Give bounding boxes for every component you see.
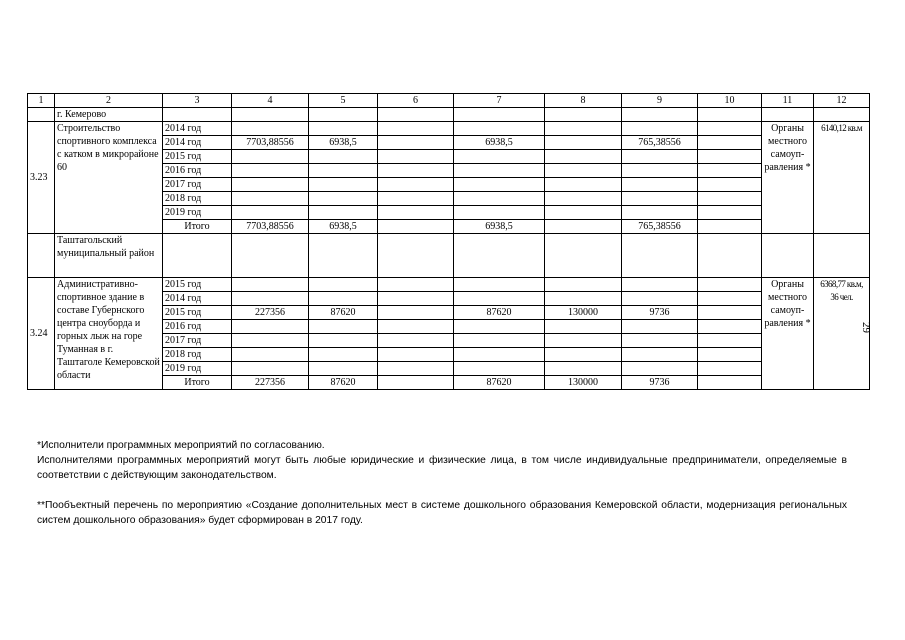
table-row	[28, 122, 870, 136]
value-cell	[454, 292, 545, 306]
header-cell: 12	[814, 94, 870, 108]
value-cell	[378, 122, 454, 136]
value-cell	[545, 278, 622, 292]
value-cell	[545, 150, 622, 164]
value-cell	[545, 164, 622, 178]
value-cell: 130000	[545, 376, 622, 390]
value-cell	[545, 178, 622, 192]
table-cell	[698, 234, 762, 278]
header-cell: 8	[545, 94, 622, 108]
table-cell	[622, 108, 698, 122]
value-cell: 6938,5	[454, 136, 545, 150]
regional-cell: 87620	[309, 376, 378, 390]
value-cell	[698, 150, 762, 164]
total-cell	[232, 320, 309, 334]
footnote-object-list: **Пообъектный перечень по мероприятию «Создание дополнительных мест в системе дошкольного образования Кемеровской области, модернизация региональных систем дошкольного образования» будет сформирован в 2017 году.	[37, 500, 847, 526]
table-cell	[814, 108, 870, 122]
value-cell	[698, 164, 762, 178]
total-cell: 7703,88556	[232, 136, 309, 150]
value-cell	[545, 220, 622, 234]
value-cell	[698, 192, 762, 206]
result-people: 36 чел.	[830, 292, 853, 302]
value-cell	[378, 278, 454, 292]
value-cell	[622, 178, 698, 192]
year-cell: 2016 год	[163, 320, 232, 334]
value-cell	[698, 376, 762, 390]
value-cell	[698, 122, 762, 136]
header-cell: 2	[55, 94, 163, 108]
item-name: Строительство спортивного комплекса с катком в микрорайоне 60	[55, 122, 163, 234]
value-cell: 9736	[622, 376, 698, 390]
value-cell: 765,38556	[622, 220, 698, 234]
year-cell: 2014 год	[163, 122, 232, 136]
region-name: г. Кемерово	[55, 108, 163, 122]
header-cell: 9	[622, 94, 698, 108]
value-cell	[454, 178, 545, 192]
table-cell	[309, 234, 378, 278]
value-cell	[454, 192, 545, 206]
value-cell	[545, 292, 622, 306]
value-cell	[378, 178, 454, 192]
year-cell: 2015 год	[163, 306, 232, 320]
value-cell	[622, 334, 698, 348]
value-cell	[378, 220, 454, 234]
program-table	[27, 93, 870, 390]
value-cell	[454, 150, 545, 164]
value-cell	[622, 164, 698, 178]
value-cell	[378, 150, 454, 164]
header-cell: 11	[762, 94, 814, 108]
region-row	[28, 108, 870, 122]
value-cell	[378, 206, 454, 220]
year-cell: 2019 год	[163, 206, 232, 220]
value-cell	[454, 164, 545, 178]
header-cell: 4	[232, 94, 309, 108]
regional-cell	[309, 122, 378, 136]
footnote-executors: *Исполнители программных мероприятий по согласованию.	[37, 440, 325, 451]
value-cell: 6938,5	[454, 220, 545, 234]
year-cell: 2019 год	[163, 362, 232, 376]
value-cell	[698, 136, 762, 150]
regional-cell	[309, 278, 378, 292]
value-cell	[378, 164, 454, 178]
result-cell	[814, 278, 870, 390]
item-number: 3.24	[28, 278, 55, 390]
value-cell	[698, 306, 762, 320]
table-cell	[28, 234, 55, 278]
regional-cell	[309, 164, 378, 178]
item-name: Административно-спортивное здание в составе Губернского центра сноуборда и горных лыж на горе Туманная в г. Таштаголе Кемеровской области	[55, 278, 163, 390]
total-cell: 227356	[232, 376, 309, 390]
table-cell	[309, 108, 378, 122]
value-cell	[698, 178, 762, 192]
executor-cell: Органы местного самоуп-равления *	[762, 278, 814, 390]
region-name: Таштагольский муниципальный район	[55, 234, 163, 278]
value-cell	[545, 320, 622, 334]
table-cell	[163, 234, 232, 278]
header-cell: 6	[378, 94, 454, 108]
value-cell	[454, 362, 545, 376]
value-cell: 130000	[545, 306, 622, 320]
value-cell: 765,38556	[622, 136, 698, 150]
value-cell: 87620	[454, 306, 545, 320]
value-cell	[454, 122, 545, 136]
value-cell	[545, 362, 622, 376]
value-cell	[454, 348, 545, 362]
year-cell: 2017 год	[163, 178, 232, 192]
value-cell	[378, 348, 454, 362]
value-cell	[378, 192, 454, 206]
regional-cell	[309, 362, 378, 376]
value-cell	[622, 362, 698, 376]
value-cell	[698, 334, 762, 348]
total-cell	[232, 278, 309, 292]
value-cell	[545, 136, 622, 150]
value-cell	[698, 206, 762, 220]
year-cell: 2018 год	[163, 192, 232, 206]
item-number: 3.23	[28, 122, 55, 234]
value-cell	[378, 376, 454, 390]
regional-cell	[309, 192, 378, 206]
value-cell	[378, 306, 454, 320]
year-cell: 2016 год	[163, 164, 232, 178]
header-cell: 1	[28, 94, 55, 108]
year-cell: Итого	[163, 376, 232, 390]
table-cell	[163, 108, 232, 122]
header-cell: 10	[698, 94, 762, 108]
value-cell	[454, 334, 545, 348]
total-cell	[232, 150, 309, 164]
year-cell: 2018 год	[163, 348, 232, 362]
total-cell	[232, 178, 309, 192]
header-row	[28, 94, 870, 108]
total-cell	[232, 362, 309, 376]
value-cell	[698, 220, 762, 234]
header-cell: 5	[309, 94, 378, 108]
year-cell: 2017 год	[163, 334, 232, 348]
total-cell	[232, 334, 309, 348]
footnotes	[37, 438, 847, 528]
table-cell	[814, 234, 870, 278]
regional-cell	[309, 334, 378, 348]
value-cell	[698, 320, 762, 334]
value-cell	[378, 292, 454, 306]
value-cell	[545, 192, 622, 206]
value-cell	[545, 334, 622, 348]
total-cell: 227356	[232, 306, 309, 320]
value-cell: 87620	[454, 376, 545, 390]
value-cell	[622, 320, 698, 334]
year-cell: 2014 год	[163, 292, 232, 306]
value-cell	[454, 278, 545, 292]
year-cell: 2014 год	[163, 136, 232, 150]
value-cell	[454, 320, 545, 334]
regional-cell	[309, 320, 378, 334]
table-cell	[378, 108, 454, 122]
value-cell	[622, 192, 698, 206]
table-cell	[378, 234, 454, 278]
header-cell: 3	[163, 94, 232, 108]
value-cell	[545, 206, 622, 220]
regional-cell	[309, 292, 378, 306]
regional-cell	[309, 178, 378, 192]
table-cell	[545, 234, 622, 278]
executor-cell: Органы местного самоуп-равления *	[762, 122, 814, 234]
value-cell	[698, 348, 762, 362]
footnote-executors-detail: Исполнителями программных мероприятий могут быть любые юридические и физические лица, в том числе индивидуальные предприниматели, определяемые в соответствии с действующим законодательством.	[37, 455, 847, 481]
total-cell: 7703,88556	[232, 220, 309, 234]
table-cell	[622, 234, 698, 278]
table-cell	[454, 234, 545, 278]
total-cell	[232, 292, 309, 306]
table-cell	[762, 108, 814, 122]
page-number: 29	[860, 322, 872, 333]
value-cell	[622, 206, 698, 220]
table-cell	[454, 108, 545, 122]
table-cell	[232, 234, 309, 278]
value-cell	[454, 206, 545, 220]
value-cell	[622, 292, 698, 306]
year-cell: Итого	[163, 220, 232, 234]
header-cell: 7	[454, 94, 545, 108]
value-cell	[545, 122, 622, 136]
value-cell	[698, 278, 762, 292]
value-cell	[378, 320, 454, 334]
value-cell	[622, 122, 698, 136]
value-cell	[698, 362, 762, 376]
table-body	[28, 94, 870, 390]
table-row	[28, 278, 870, 292]
table-cell	[232, 108, 309, 122]
regional-cell	[309, 150, 378, 164]
total-cell	[232, 348, 309, 362]
regional-cell: 6938,5	[309, 220, 378, 234]
value-cell	[622, 150, 698, 164]
value-cell	[545, 348, 622, 362]
total-cell	[232, 192, 309, 206]
value-cell	[622, 348, 698, 362]
year-cell: 2015 год	[163, 150, 232, 164]
regional-cell	[309, 348, 378, 362]
regional-cell: 6938,5	[309, 136, 378, 150]
table-cell	[28, 108, 55, 122]
total-cell	[232, 122, 309, 136]
value-cell	[698, 292, 762, 306]
table-cell	[698, 108, 762, 122]
table-cell	[545, 108, 622, 122]
year-cell: 2015 год	[163, 278, 232, 292]
region-row	[28, 234, 870, 278]
table-cell	[762, 234, 814, 278]
regional-cell: 87620	[309, 306, 378, 320]
result-cell: 6140,12 кв.м	[814, 122, 870, 234]
value-cell	[378, 334, 454, 348]
value-cell	[622, 278, 698, 292]
value-cell: 9736	[622, 306, 698, 320]
result-area: 6368,77 кв.м,	[820, 279, 863, 289]
regional-cell	[309, 206, 378, 220]
value-cell	[378, 136, 454, 150]
value-cell	[378, 362, 454, 376]
total-cell	[232, 164, 309, 178]
total-cell	[232, 206, 309, 220]
